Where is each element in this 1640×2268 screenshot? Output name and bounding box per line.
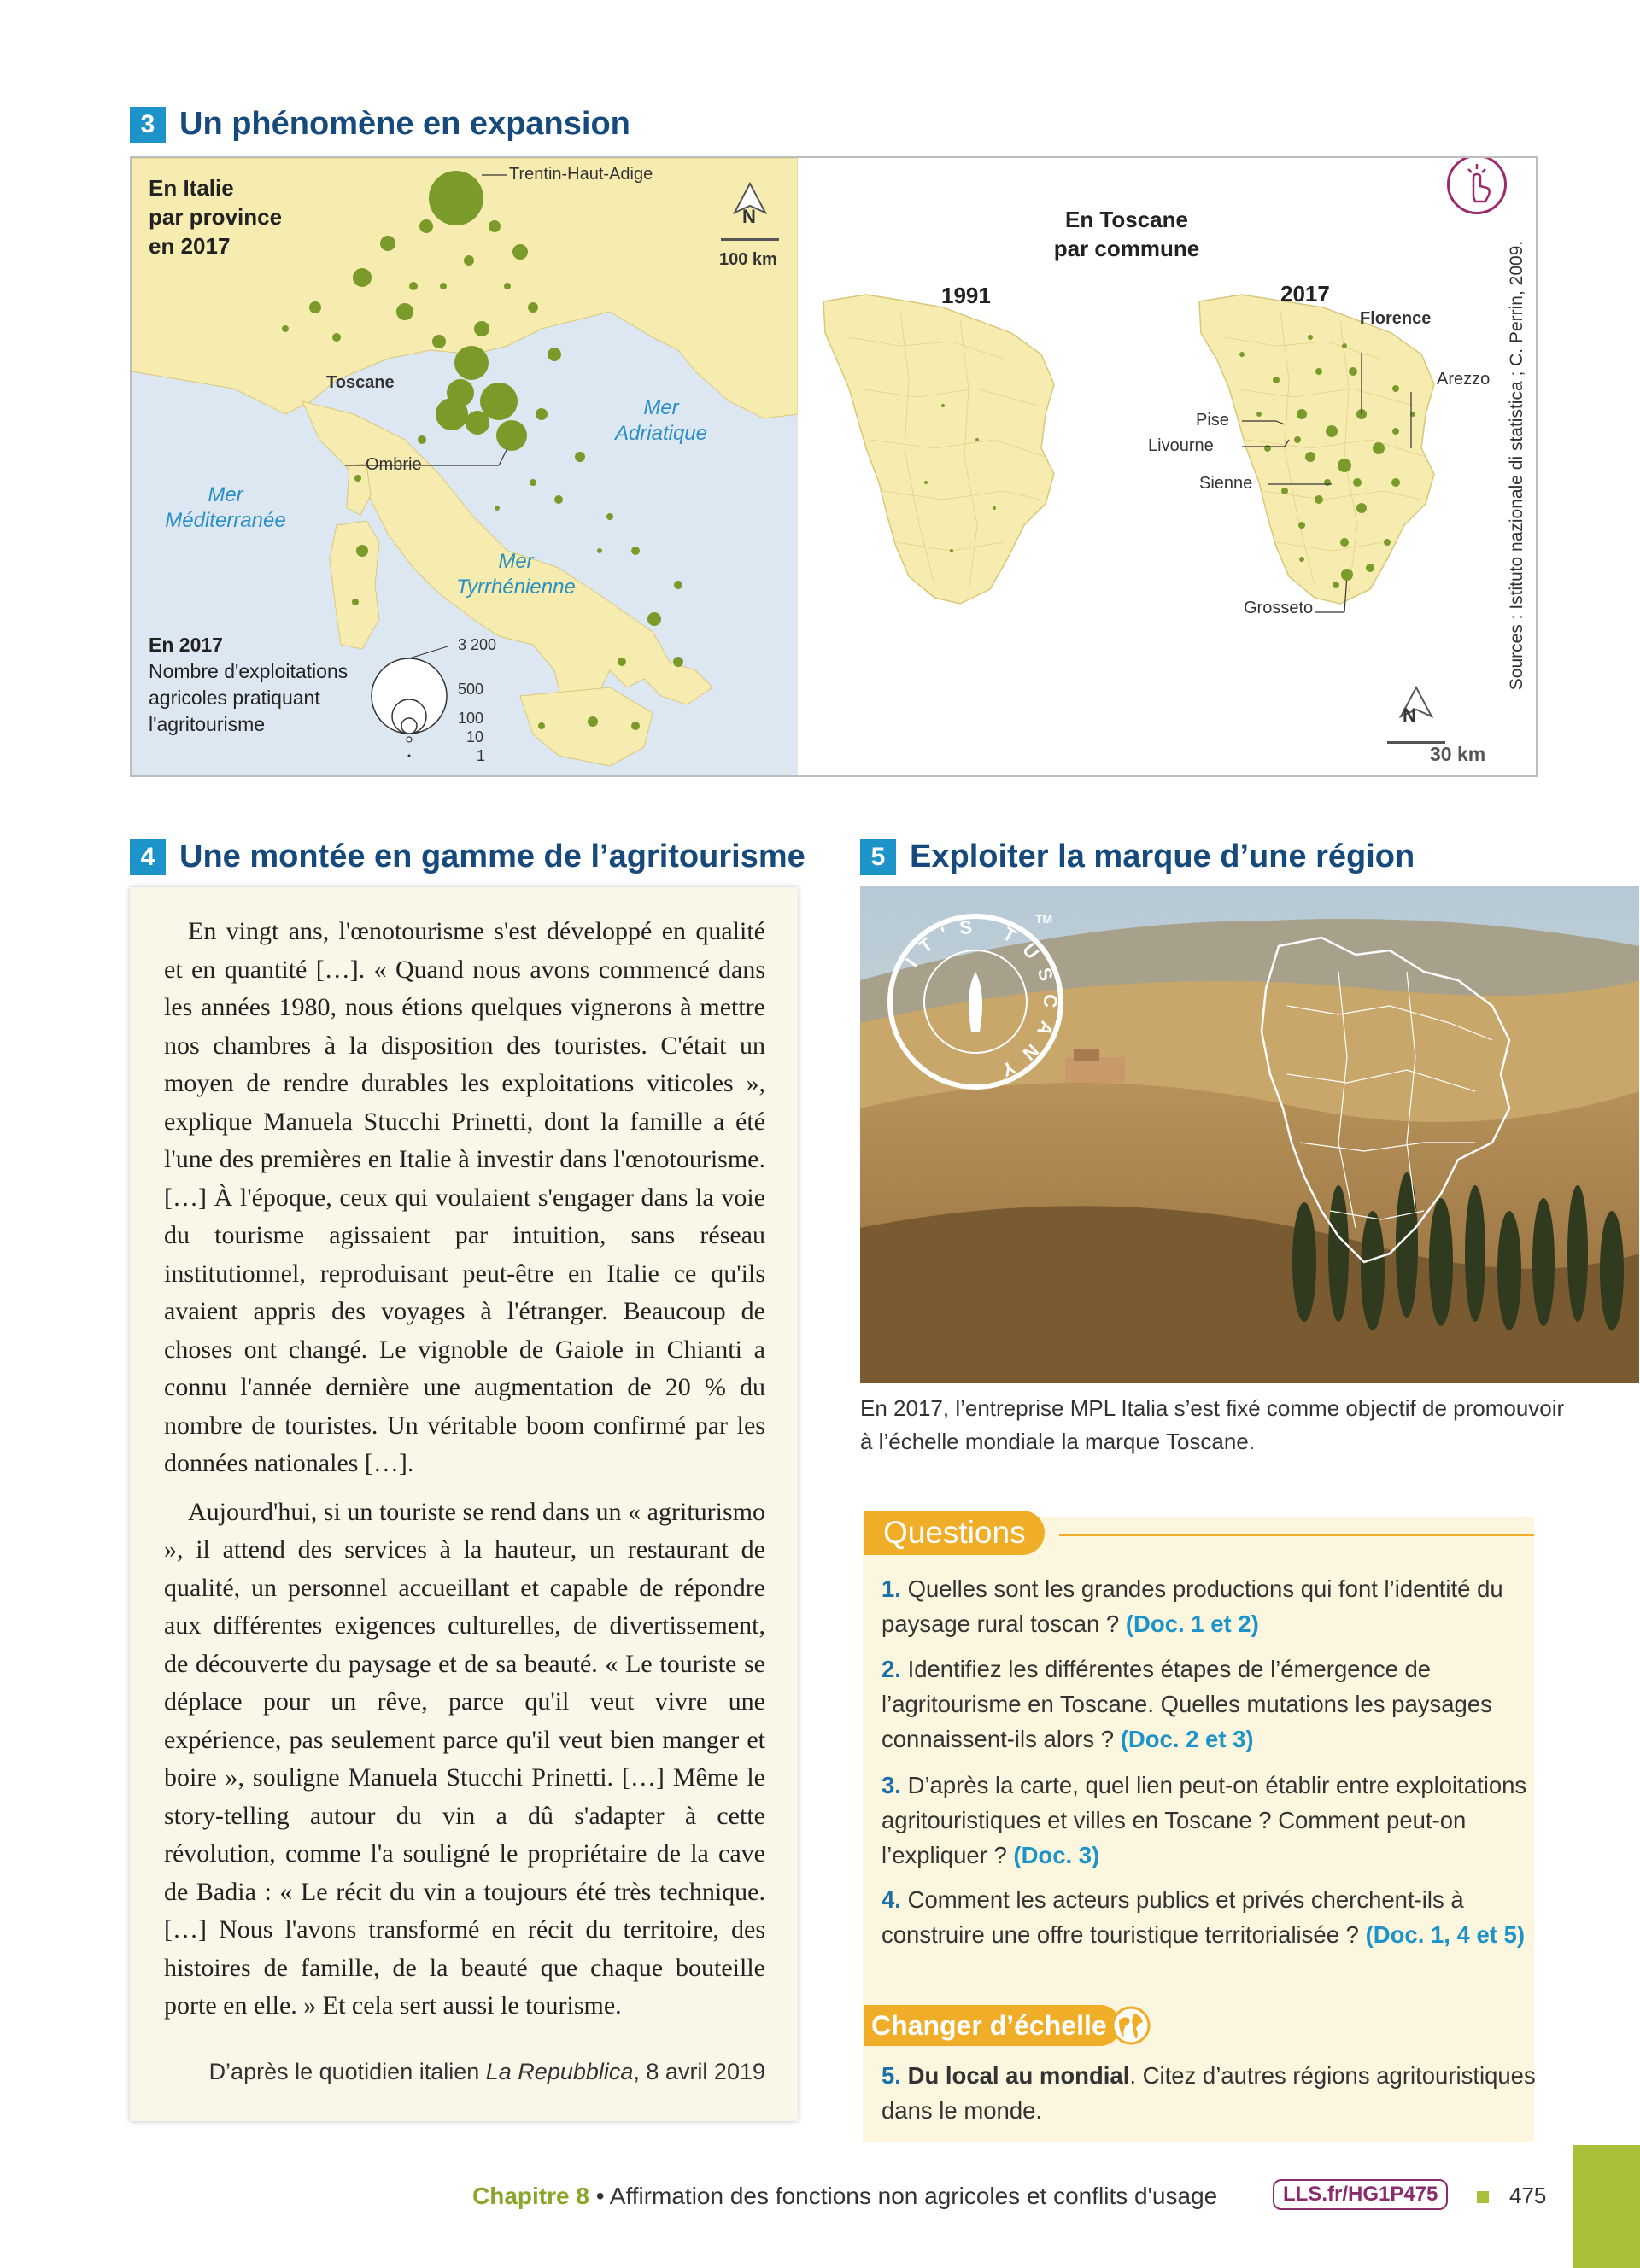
interactive-touch-icon[interactable] <box>1447 156 1507 214</box>
changer-echelle-heading: Changer d’échelle <box>864 2005 1121 2046</box>
section4-number: 4 <box>130 839 166 875</box>
questions-heading: Questions <box>864 1511 1045 1555</box>
globe-icon <box>1110 2005 1151 2046</box>
circle-trentin <box>429 171 483 225</box>
italy-legend: En 2017 Nombre d'exploitations agricoles pratiquant l'agritourisme <box>149 634 348 735</box>
logo-trademark: TM <box>1035 912 1053 926</box>
tuscany-north-letter: N <box>1403 704 1416 726</box>
questions-rule <box>1059 1534 1534 1536</box>
footer-marker <box>1477 2191 1489 2203</box>
page-number: 475 <box>1509 2183 1547 2208</box>
label-grosseto: Grosseto <box>1244 599 1314 617</box>
label-arezzo: Arezzo <box>1437 370 1491 389</box>
logo-text: IT'S TUSCANY <box>901 916 1061 1086</box>
question-4: 4. Comment les acteurs publics et privés cherchent-ils à construire une offre touristique territorialisée ? (Doc. 1, 4 et 5) <box>882 1886 1526 1948</box>
question-1: 1. Quelles sont les grandes productions qui font l’identité du paysage rural toscan ? (Doc. 1 et 2) <box>882 1575 1503 1637</box>
article-source: D’après le quotidien italien La Repubblica, 8 avril 2019 <box>208 2059 765 2084</box>
footer-link[interactable]: LLS.fr/HG1P475 <box>1273 2179 1448 2210</box>
question-3: 3. D’après la carte, quel lien peut-on établir entre exploitations agritouristiques et villes en Toscane ? Comment peut-on l’expliquer ? (Doc. 3) <box>882 1772 1527 1868</box>
section4-title: Une montée en gamme de l’agritourisme <box>179 839 805 874</box>
legend-value-1: 1 <box>477 747 486 764</box>
circle-toscane-5 <box>436 398 468 430</box>
year-1991: 1991 <box>941 283 991 308</box>
question-2: 2. Identifiez les différentes étapes de l’émergence de l’agritourisme en Toscane. Quelles mutations les paysages connaissent-ils alors ? (Doc. 2 et 3) <box>882 1656 1492 1752</box>
section3-header <box>130 106 630 143</box>
sea-mediterranee: Mer Méditerranée <box>165 483 286 532</box>
article-paragraph-2: Aujourd'hui, si un touriste se rend dans un « agriturismo », il attend des services à la hauteur, un restaurant de qualité, un personnel accueillant et capable de répondre aux différentes exigences culturelles, de divertissement, de découverte du paysage et de sa beauté. « Le touriste se déplace pour un rêve, parce qu'il veut vivre une expérience, pas seulement parce qu'il veut bien manger et boire », souligne Manuela Stucchi Prinetti. […] Même le story-telling autour du vin a dû s'adapter à cette révolution, comme l'a souligné le propriétaire de la cave de Badia : « Le récit du vin a toujours été très technique. […] Nous l'avons transformé en récit du territoire, des histoires de famille, de la beauté que chaque bouteille porte en elle. » Et cela sert aussi le tourisme. <box>164 1497 765 2020</box>
article-paragraph-1: En vingt ans, l'œnotourisme s'est développé en qualité et en quantité […]. « Quand nous avons commencé dans les années 1980, nous étions quelques vignerons à mettre nos chambres à la disposition des touristes. C'était un moyen de rendre durables les exploitations viticoles », explique Manuela Stucchi Prinetti, dont la famille a été l'une des premières en Italie à investir dans l'œnotourisme. […] À l'époque, ceux qui voulaient s'engager dans la voie du tourisme agissaient par intuition, sans réseau institutionnel, reproduisant peut-être en Italie ce qu'ils avaient appris des voyages à l'étranger. Beaucoup de choses ont changé. Le vignoble de Gaiole in Chianti a connu l'année dernière une augmentation de 20 % du nombre de touristes. Un véritable boom confirmé par les données nationales […]. <box>164 917 765 1477</box>
legend-value-3200: 3 200 <box>458 636 497 653</box>
section5-header <box>860 839 1414 875</box>
tuscany-photo <box>860 886 1639 1383</box>
tuscany-title: En Toscane par commune <box>1053 207 1200 261</box>
footer-chapter-line: Chapitre 8 • Affirmation des fonctions non agricoles et conflits d'usage <box>472 2183 1218 2209</box>
label-florence: Florence <box>1360 309 1432 328</box>
label-toscane: Toscane <box>326 373 395 392</box>
circle-ombrie <box>496 420 527 451</box>
sources-text: Sources : Istituto nazionale di statistica ; C. Perrin, 2009. <box>1507 240 1526 691</box>
legend-value-10: 10 <box>466 728 484 745</box>
legend-value-500: 500 <box>458 681 484 698</box>
section3-title: Un phénomène en expansion <box>179 106 630 142</box>
section5-number: 5 <box>860 839 896 875</box>
sea-tyrrhenienne: Mer Tyrrhénienne <box>456 550 576 599</box>
label-pise: Pise <box>1196 411 1229 430</box>
its-tuscany-logo <box>890 916 1061 1087</box>
section4-header <box>130 839 805 875</box>
footer-title: Affirmation des fonctions non agricoles et conflits d'usage <box>609 2183 1218 2209</box>
circle-toscane-1 <box>454 346 489 380</box>
sea-adriatique: Mer Adriatique <box>614 396 708 445</box>
page-tab <box>1573 2145 1640 2268</box>
sources-column <box>1500 158 1534 775</box>
section3-number: 3 <box>130 107 166 143</box>
legend-value-100: 100 <box>458 710 484 727</box>
svg-text:IT'S TUSCANY <box>901 916 1061 1085</box>
footer-chapter: Chapitre 8 <box>472 2183 589 2209</box>
label-livourne: Livourne <box>1148 436 1214 455</box>
circle-toscane-4 <box>466 411 489 435</box>
year-2017: 2017 <box>1280 281 1330 307</box>
label-ombrie: Ombrie <box>366 455 422 474</box>
section5-title: Exploiter la marque d’une région <box>910 839 1415 874</box>
label-sienne: Sienne <box>1199 474 1253 493</box>
italy-title: En Italie par province en 2017 <box>149 175 283 259</box>
question-5: 5. Du local au mondial. Citez d’autres régions agritouristiques dans le monde. <box>882 2062 1536 2124</box>
map-frame <box>130 156 1538 777</box>
tuscany-scale: 30 km <box>1430 743 1486 765</box>
article-box <box>130 887 798 2121</box>
label-trentin: Trentin-Haut-Adige <box>509 165 653 184</box>
italy-scale: 100 km <box>719 250 777 269</box>
photo-caption: En 2017, l’entreprise MPL Italia s’est fixé comme objectif de promouvoir à l’échelle mondiale la marque Toscane. <box>860 1395 1565 1454</box>
italy-north-letter: N <box>742 206 756 227</box>
